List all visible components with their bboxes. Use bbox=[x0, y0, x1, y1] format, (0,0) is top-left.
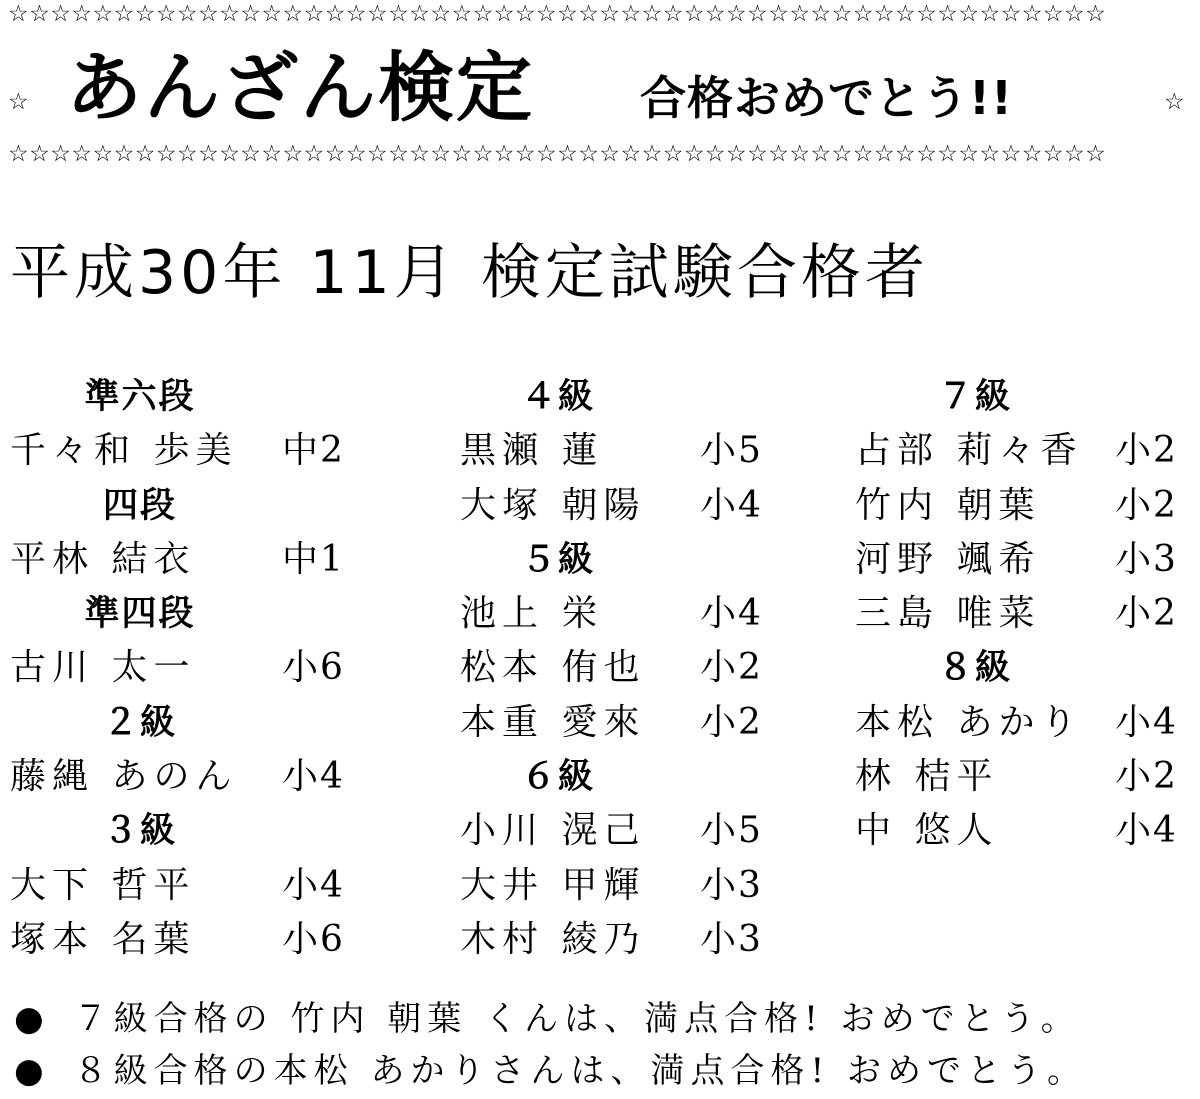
grade-heading bbox=[10, 804, 350, 858]
banner-subtitle: 合格おめでとう!! bbox=[640, 71, 1013, 125]
note-text: ７級合格の 竹内 朝葉 くんは、満点合格! おめでとう。 bbox=[73, 999, 1081, 1039]
grade-label: ７級 bbox=[938, 377, 1013, 417]
note-text: ８級合格の本松 あかりさんは、満点合格! おめでとう。 bbox=[73, 1051, 1087, 1091]
student-name: 塚本 名葉 bbox=[10, 918, 196, 960]
grade-label: ８級 bbox=[938, 648, 1013, 689]
school-grade: 小4 bbox=[282, 756, 345, 798]
student-row bbox=[460, 913, 770, 967]
school-grade: 小3 bbox=[700, 864, 763, 906]
grade-heading bbox=[460, 750, 770, 804]
student-row bbox=[10, 424, 350, 478]
student-row bbox=[460, 641, 770, 695]
grade-heading bbox=[460, 533, 770, 587]
student-name: 大井 甲輝 bbox=[460, 864, 646, 906]
grade-heading bbox=[855, 641, 1190, 695]
student-row bbox=[460, 696, 770, 750]
grade-label: 準六段 bbox=[84, 377, 196, 417]
grade-heading bbox=[10, 479, 350, 533]
grade-label: ６級 bbox=[521, 757, 596, 798]
school-grade: 小2 bbox=[1115, 593, 1178, 635]
grade-heading bbox=[460, 370, 770, 424]
school-grade: 小3 bbox=[700, 918, 763, 960]
bullet-icon: ● bbox=[14, 999, 44, 1039]
student-row bbox=[460, 587, 770, 641]
student-name: 本松 あかり bbox=[855, 701, 1083, 743]
results-column-2 bbox=[460, 370, 770, 967]
school-grade: 小5 bbox=[700, 430, 763, 472]
student-name: 古川 太一 bbox=[10, 647, 196, 689]
student-name: 大下 哲平 bbox=[10, 864, 196, 906]
results-column-3 bbox=[855, 370, 1190, 859]
student-row bbox=[10, 859, 350, 913]
student-name: 黒瀬 蓮 bbox=[460, 430, 604, 472]
school-grade: 小2 bbox=[1115, 756, 1178, 798]
school-grade: 小6 bbox=[282, 918, 345, 960]
school-grade: 中1 bbox=[282, 538, 345, 580]
grade-heading bbox=[10, 587, 350, 641]
student-row bbox=[10, 913, 350, 967]
grade-label: 準四段 bbox=[84, 594, 196, 635]
grade-label: ５級 bbox=[521, 539, 596, 580]
star-icon-left: ☆ bbox=[8, 89, 29, 115]
student-name: 中 悠人 bbox=[855, 810, 999, 852]
bullet-icon: ● bbox=[14, 1051, 44, 1091]
school-grade: 小4 bbox=[700, 484, 763, 526]
school-grade: 小4 bbox=[282, 864, 345, 906]
grade-heading bbox=[10, 370, 350, 424]
student-name: 木村 綾乃 bbox=[460, 918, 646, 960]
school-grade: 小4 bbox=[1115, 701, 1178, 743]
school-grade: 小3 bbox=[1115, 538, 1178, 580]
student-name: 三島 唯菜 bbox=[855, 593, 1041, 635]
student-name: 河野 颯希 bbox=[855, 538, 1041, 580]
grade-label: ２級 bbox=[103, 702, 178, 743]
student-name: 池上 栄 bbox=[460, 593, 604, 635]
school-grade: 小2 bbox=[1115, 430, 1178, 472]
student-name: 松本 侑也 bbox=[460, 647, 646, 689]
student-row bbox=[855, 424, 1190, 478]
student-row bbox=[855, 750, 1190, 804]
grade-heading bbox=[855, 370, 1190, 424]
student-name: 千々和 歩美 bbox=[10, 430, 238, 472]
school-grade: 小6 bbox=[282, 647, 345, 689]
grade-label: ３級 bbox=[103, 811, 178, 852]
school-grade: 小2 bbox=[700, 647, 763, 689]
student-row bbox=[460, 479, 770, 533]
student-name: 本重 愛來 bbox=[460, 701, 646, 743]
congrats-note-2 bbox=[14, 1044, 1087, 1098]
star-border-top: ☆☆☆☆☆☆☆☆☆☆☆☆☆☆☆☆☆☆☆☆☆☆☆☆☆☆☆☆☆☆☆☆☆☆☆☆☆☆☆☆☆☆☆☆☆☆☆☆☆☆☆☆ bbox=[8, 1, 1107, 27]
student-name: 大塚 朝陽 bbox=[460, 484, 646, 526]
school-grade: 小4 bbox=[700, 593, 763, 635]
student-row bbox=[10, 533, 350, 587]
congrats-note-1 bbox=[14, 992, 1081, 1046]
grade-label: 四段 bbox=[103, 485, 178, 526]
school-grade: 中2 bbox=[282, 430, 345, 472]
student-row bbox=[460, 804, 770, 858]
student-name: 平林 結衣 bbox=[10, 538, 196, 580]
student-row bbox=[855, 479, 1190, 533]
student-row bbox=[10, 641, 350, 695]
page-title: 平成30年 11月 検定試験合格者 bbox=[10, 238, 929, 308]
star-border-bottom: ☆☆☆☆☆☆☆☆☆☆☆☆☆☆☆☆☆☆☆☆☆☆☆☆☆☆☆☆☆☆☆☆☆☆☆☆☆☆☆☆☆☆☆☆☆☆☆☆☆☆☆☆ bbox=[8, 141, 1107, 167]
student-row bbox=[460, 859, 770, 913]
student-name: 占部 莉々香 bbox=[855, 430, 1083, 472]
school-grade: 小4 bbox=[1115, 810, 1178, 852]
student-row bbox=[460, 424, 770, 478]
grade-heading bbox=[10, 696, 350, 750]
student-row bbox=[855, 696, 1190, 750]
student-name: 藤縄 あのん bbox=[10, 756, 238, 798]
student-row bbox=[855, 804, 1190, 858]
student-name: 林 桔平 bbox=[855, 756, 999, 798]
student-row bbox=[855, 533, 1190, 587]
school-grade: 小2 bbox=[1115, 484, 1178, 526]
student-row bbox=[855, 587, 1190, 641]
student-name: 竹内 朝葉 bbox=[855, 484, 1041, 526]
student-name: 小川 滉己 bbox=[460, 810, 646, 852]
school-grade: 小2 bbox=[700, 701, 763, 743]
school-grade: 小5 bbox=[700, 810, 763, 852]
results-column-1 bbox=[10, 370, 350, 967]
student-row bbox=[10, 750, 350, 804]
grade-label: ４級 bbox=[521, 377, 596, 417]
star-icon-right: ☆ bbox=[1164, 89, 1185, 115]
banner-title: あんざん検定 bbox=[66, 43, 534, 132]
